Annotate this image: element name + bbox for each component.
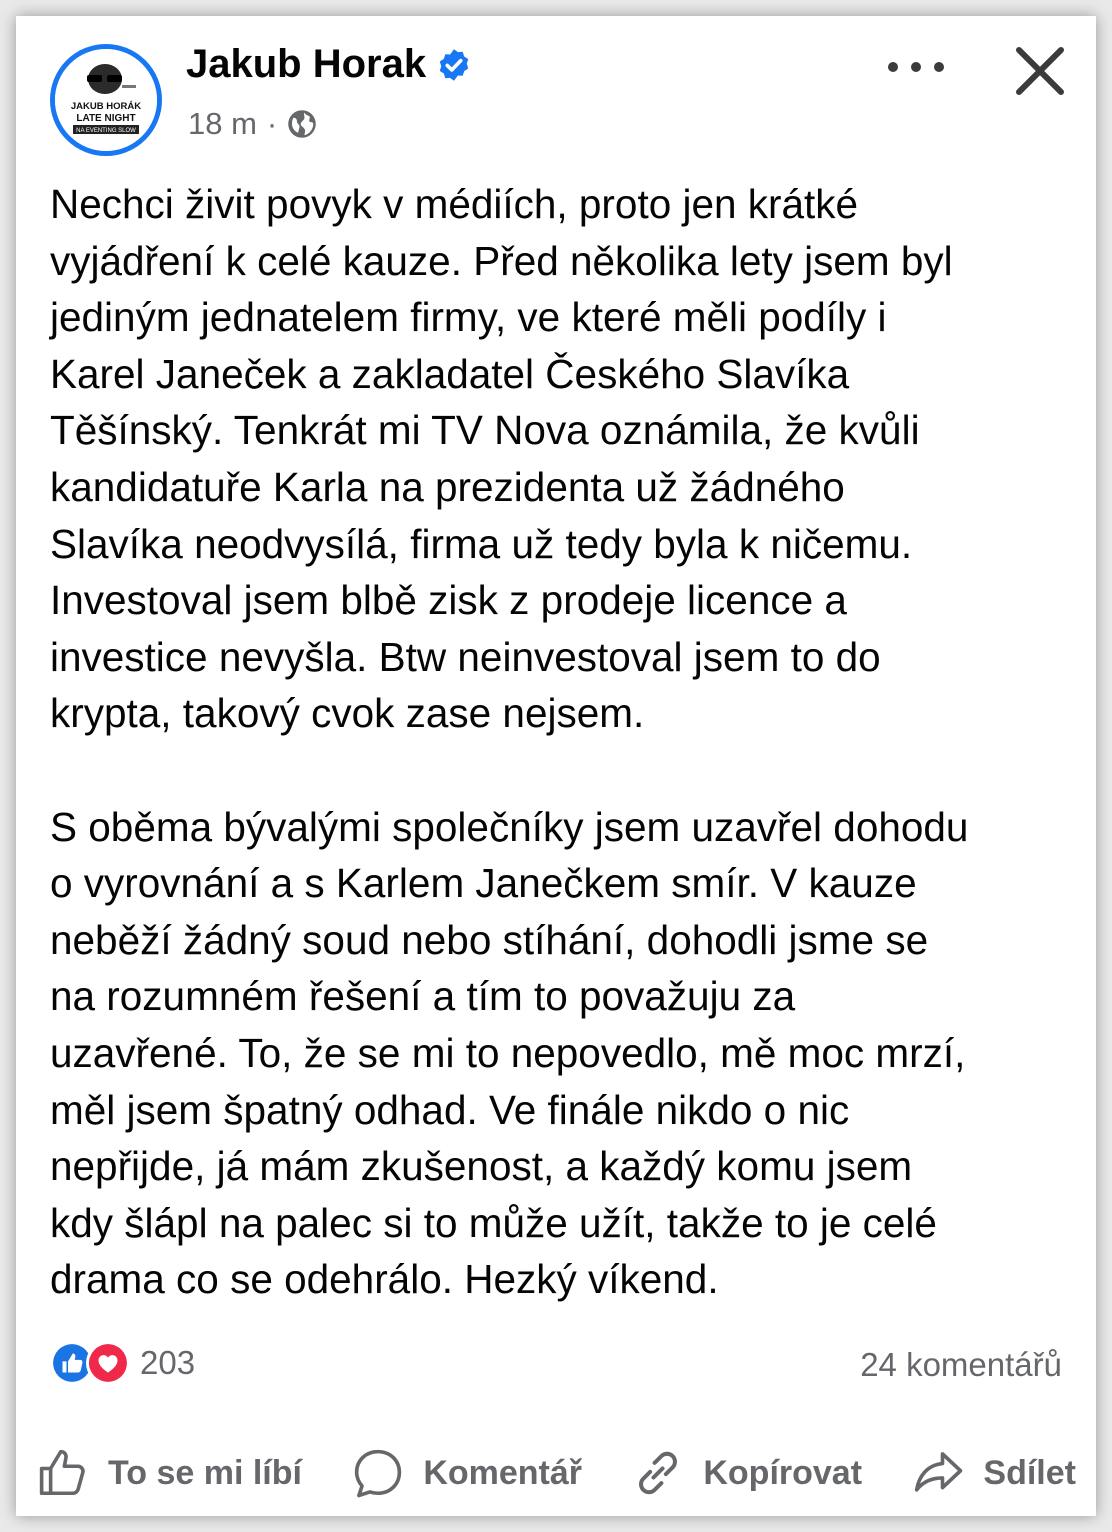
avatar-line3: NA EVENTING SLOW	[76, 128, 136, 134]
reaction-count[interactable]: 203	[140, 1344, 196, 1381]
post-text-line: Investoval jsem blbě zisk z prodeje licence a	[50, 577, 847, 624]
avatar-line1: JAKUB HORÁK	[70, 101, 142, 112]
like-button[interactable]	[36, 1446, 302, 1500]
copy-link-button-label: Kopírovat	[703, 1453, 863, 1492]
post-text-line: S oběma bývalými společníky jsem uzavřel dohodu	[50, 803, 969, 850]
comment-button[interactable]	[351, 1446, 582, 1500]
copy-link-button[interactable]	[631, 1446, 862, 1500]
post-text-line: nepřijde, já mám zkušenost, a každý komu jsem	[50, 1143, 913, 1190]
post-meta	[188, 106, 317, 142]
share-button[interactable]	[911, 1446, 1076, 1500]
comment-button-label: Komentář	[423, 1453, 583, 1492]
share-button-label: Sdílet	[983, 1453, 1076, 1492]
close-icon[interactable]	[1011, 42, 1069, 100]
thumbs-up-icon	[36, 1446, 90, 1500]
share-arrow-icon	[911, 1446, 965, 1500]
comment-count[interactable]: 24 komentářů	[860, 1346, 1062, 1383]
love-reaction-icon	[86, 1341, 130, 1385]
verified-badge-icon	[436, 47, 472, 83]
post-text-line: investice nevyšla. Btw neinvestoval jsem to do	[50, 633, 881, 680]
like-button-label: To se mi líbí	[108, 1453, 302, 1492]
avatar[interactable]	[50, 44, 162, 156]
author-name[interactable]	[186, 42, 472, 87]
globe-icon	[287, 109, 317, 139]
post-text-line: Slavíka neodvysílá, firma už tedy byla k ničemu.	[50, 520, 913, 567]
post-time[interactable]: 18 m	[188, 106, 257, 141]
author-name-label[interactable]: Jakub Horak	[186, 42, 427, 86]
post-text-line: krypta, takový cvok zase nejsem.	[50, 690, 645, 737]
paragraph-gap	[50, 742, 1080, 799]
post-body	[50, 176, 1080, 1308]
post-card	[16, 16, 1096, 1516]
post-text-line: jediným jednatelem firmy, ve které měli podíly i	[50, 294, 887, 341]
more-dot-icon	[934, 62, 944, 72]
post-text-line: neběží žádný soud nebo stíhání, dohodli jsme se	[50, 916, 929, 963]
post-actions-bar	[36, 1446, 1076, 1500]
post-text-line: drama co se odehrálo. Hezký víkend.	[50, 1256, 719, 1303]
comment-bubble-icon	[351, 1446, 405, 1500]
more-dot-icon	[911, 62, 921, 72]
post-text-line: kandidatuře Karla na prezidenta už žádného	[50, 463, 845, 510]
post-text-line: uzavřené. To, že se mi to nepovedlo, mě moc mrzí,	[50, 1029, 966, 1076]
post-text-line: na rozumném řešení a tím to považuju za	[50, 973, 796, 1020]
more-dot-icon	[888, 62, 898, 72]
link-icon	[631, 1446, 685, 1500]
post-text-line: měl jsem špatný odhad. Ve finále nikdo o nic	[50, 1086, 850, 1133]
more-options-button[interactable]	[888, 52, 944, 82]
reactions-summary[interactable]	[50, 1341, 195, 1385]
post-text-line: kdy šlápl na palec si to může užít, takže to je celé	[50, 1199, 937, 1246]
post-text-line: vyjádření k celé kauze. Před několika lety jsem byl	[50, 237, 953, 284]
meta-separator: ·	[266, 106, 278, 141]
post-text-line: o vyrovnání a s Karlem Janečkem smír. V kauze	[50, 860, 917, 907]
post-text-line: Nechci živit povyk v médiích, proto jen krátké	[50, 181, 859, 227]
avatar-line2: LATE NIGHT	[76, 113, 136, 124]
post-text-line: Těšínský. Tenkrát mi TV Nova oznámila, že kvůli	[50, 407, 920, 454]
avatar-logo-icon	[55, 49, 157, 151]
post-text-line: Karel Janeček a zakladatel Českého Slavíka	[50, 350, 850, 397]
